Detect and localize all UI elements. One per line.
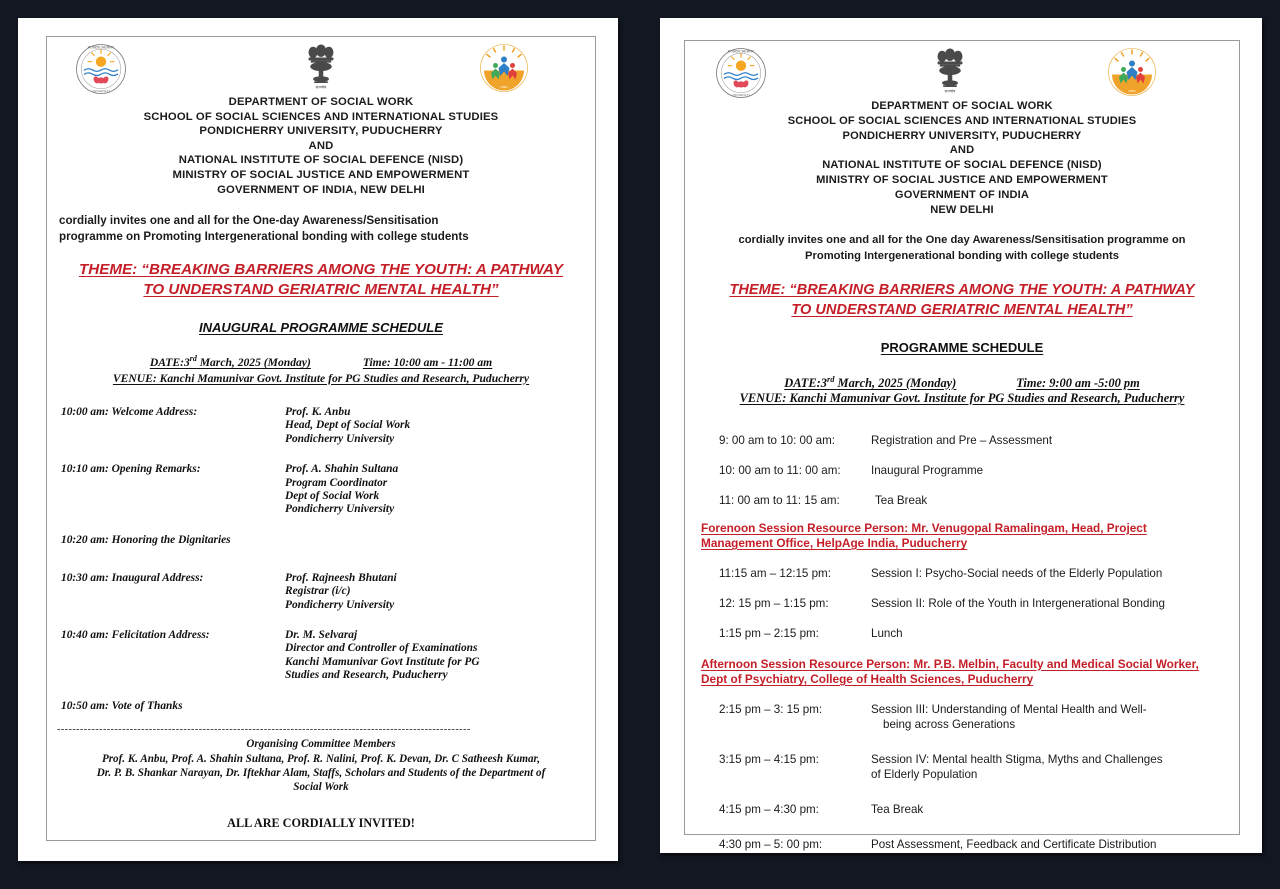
header-line: NEW DELHI <box>930 203 994 216</box>
invitation-text-right <box>685 233 1239 264</box>
page-right-inner-border <box>684 40 1240 851</box>
agenda-time: 10:40 am: Felicitation Address: <box>61 629 210 642</box>
agenda-time: 10:50 am: Vote of Thanks <box>61 699 183 712</box>
programme-desc: Tea Break <box>875 493 928 507</box>
pondicherry-university-logo <box>715 47 767 99</box>
agenda-list-left <box>47 406 595 712</box>
programme-time: 4:15 pm – 4:30 pm: <box>719 802 819 816</box>
programme-row <box>719 566 1223 581</box>
invite-line: Promoting Intergenerational bonding with college students <box>805 249 1119 262</box>
programme-desc: Inaugural Programme <box>871 463 984 477</box>
programme-row <box>719 463 1223 478</box>
svg-text:सत्यमेव: सत्यमेव <box>944 88 956 94</box>
programme-time: 11: 00 am to 11: 15 am: <box>719 493 840 507</box>
header-line: NATIONAL INSTITUTE OF SOCIAL DEFENCE (NISD) <box>178 154 464 167</box>
programme-desc: Session III: Understanding of Mental Health and Well- being across Generations <box>871 702 1147 731</box>
header-line: NATIONAL INSTITUTE OF SOCIAL DEFENCE (NISD) <box>822 159 1102 172</box>
agenda-time: 10:30 am: Inaugural Address: <box>61 571 204 584</box>
programme-desc: Tea Break <box>871 802 924 816</box>
india-national-emblem-logo <box>933 45 967 95</box>
logo-row-left <box>47 37 595 95</box>
date-time-line: DATE:3rd March, 2025 (Monday) Time: 9:00 am -5:00 pm <box>784 373 1140 390</box>
agenda-time: 10:10 am: Opening Remarks: <box>61 463 201 476</box>
programme-row <box>719 626 1223 641</box>
theme-line: TO UNDERSTAND GERIATRIC MENTAL HEALTH” <box>791 302 1133 319</box>
header-line: DEPARTMENT OF SOCIAL WORK <box>871 100 1053 112</box>
theme-line: THEME: “BREAKING BARRIERS AMONG THE YOUTH: A PATHWAY <box>78 261 564 279</box>
schedule-title-right: PROGRAMME SCHEDULE <box>880 340 1044 356</box>
header-line: MINISTRY OF SOCIAL JUSTICE AND EMPOWERMENT <box>816 173 1108 186</box>
programme-desc: Lunch <box>871 626 903 640</box>
agenda-row <box>61 629 589 683</box>
agenda-row <box>61 572 589 612</box>
svg-text:PONDICHERRY: PONDICHERRY <box>87 45 115 50</box>
invite-line: cordially invites one and all for the One-day Awareness/Sensitisation <box>59 214 439 228</box>
agenda-time: 10:20 am: Honoring the Dignitaries <box>61 533 231 546</box>
programme-desc: Session I: Psycho-Social needs of the Elderly Population <box>871 566 1163 580</box>
programme-row <box>719 837 1223 852</box>
organising-committee-block <box>47 737 595 794</box>
header-line: DEPARTMENT OF SOCIAL WORK <box>228 96 414 108</box>
programme-row <box>719 702 1223 732</box>
date-venue-block-left <box>47 351 595 386</box>
programme-row <box>719 433 1223 448</box>
programme-time: 12: 15 pm – 1:15 pm: <box>719 596 829 610</box>
agenda-details: Prof. Rajneesh Bhutani Registrar (i/c) Pondicherry University <box>285 571 397 611</box>
svg-text:सत्यमेव: सत्यमेव <box>315 84 327 90</box>
india-national-emblem-logo <box>304 41 338 91</box>
header-line: AND <box>949 144 975 157</box>
agenda-row <box>61 463 589 517</box>
logo-row-right <box>685 41 1239 99</box>
nisd-logo <box>1107 47 1157 97</box>
afternoon-resource-person: Afternoon Session Resource Person: Mr. P.B. Melbin, Faculty and Medical Social Worker, Dept of Psychiatry, College of Health Sciences, Puducherry <box>701 656 1199 686</box>
page-left-inner-border <box>46 36 596 841</box>
schedule-title-left: INAUGURAL PROGRAMME SCHEDULE <box>199 320 443 336</box>
invite-line: programme on Promoting Intergenerational bonding with college students <box>59 229 469 243</box>
agenda-details: Dr. M. Selvaraj Director and Controller of Examinations Kanchi Mamunivar Govt Institute for PG Studies and Research, Puducherry <box>285 629 480 682</box>
venue-line: VENUE: Kanchi Mamunivar Govt. Institute for PG Studies and Research, Puducherry <box>112 371 530 385</box>
programme-desc: Session II: Role of the Youth in Intergenerational Bonding <box>871 596 1165 610</box>
organisation-header-left <box>47 95 595 197</box>
header-line: MINISTRY OF SOCIAL JUSTICE AND EMPOWERMENT <box>172 168 470 181</box>
header-line: SCHOOL OF SOCIAL SCIENCES AND INTERNATIONAL STUDIES <box>143 110 499 123</box>
programme-time: 10: 00 am to 11: 00 am: <box>719 463 841 477</box>
svg-text:PONDICHERRY: PONDICHERRY <box>727 49 755 54</box>
programme-time: 4:30 pm – 5: 00 pm: <box>719 837 823 851</box>
pondicherry-university-logo <box>75 43 127 95</box>
programme-row <box>719 596 1223 611</box>
header-line: SCHOOL OF SOCIAL SCIENCES AND INTERNATIONAL STUDIES <box>787 114 1137 127</box>
programme-time: 9: 00 am to 10: 00 am: <box>719 433 836 447</box>
theme-heading-right <box>685 280 1239 320</box>
agenda-row <box>61 406 589 446</box>
svg-text:NISD: NISD <box>1128 89 1136 93</box>
date-venue-block-right <box>685 371 1239 406</box>
programme-desc: Post Assessment, Feedback and Certificate Distribution <box>871 837 1157 851</box>
invitation-page-left <box>18 18 618 861</box>
committee-line: Dr. P. B. Shankar Narayan, Dr. Iftekhar Alam, Staffs, Scholars and Students of the Department of <box>96 766 546 779</box>
header-line: PONDICHERRY UNIVERSITY, PUDUCHERRY <box>842 129 1082 142</box>
date-time-line: DATE:3rd March, 2025 (Monday) Time: 10:00 am - 11:00 am <box>149 354 493 370</box>
venue-line: VENUE: Kanchi Mamunivar Govt. Institute for PG Studies and Research, Puducherry <box>739 391 1185 405</box>
header-line: GOVERNMENT OF INDIA <box>894 188 1030 201</box>
svg-text:NISD: NISD <box>500 85 508 89</box>
programme-desc: Session IV: Mental health Stigma, Myths and Challenges of Elderly Population <box>871 752 1163 781</box>
programme-desc: Registration and Pre – Assessment <box>871 433 1053 447</box>
programme-time: 3:15 pm – 4:15 pm: <box>719 752 819 766</box>
theme-heading-left <box>47 260 595 300</box>
invitation-text-left <box>47 213 595 244</box>
programme-time: 2:15 pm – 3: 15 pm: <box>719 702 823 716</box>
closing-invitation-text: ALL ARE CORDIALLY INVITED! <box>227 815 415 830</box>
agenda-time: 10:00 am: Welcome Address: <box>61 406 198 419</box>
header-line: AND <box>308 139 334 152</box>
programme-time: 1:15 pm – 2:15 pm: <box>719 626 819 640</box>
programme-row <box>719 802 1223 817</box>
section-divider: ------------------------------------------------------------------------------------------------------------ <box>57 723 471 735</box>
nisd-logo <box>479 43 529 93</box>
agenda-details: Prof. K. Anbu Head, Dept of Social Work Pondicherry University <box>285 406 411 445</box>
programme-schedule-list <box>685 433 1239 852</box>
invite-line: cordially invites one and all for the One day Awareness/Sensitisation programme on <box>738 234 1186 247</box>
svg-text:UNIVERSITY: UNIVERSITY <box>731 92 751 97</box>
invitation-page-right <box>660 18 1262 853</box>
agenda-row <box>61 700 589 712</box>
theme-line: TO UNDERSTAND GERIATRIC MENTAL HEALTH” <box>143 281 499 299</box>
committee-heading: Organising Committee Members <box>246 737 396 750</box>
header-line: PONDICHERRY UNIVERSITY, PUDUCHERRY <box>199 125 443 138</box>
committee-line: Social Work <box>293 780 349 793</box>
header-line: GOVERNMENT OF INDIA, NEW DELHI <box>217 183 425 196</box>
svg-text:UNIVERSITY: UNIVERSITY <box>91 88 111 93</box>
theme-line: THEME: “BREAKING BARRIERS AMONG THE YOUTH: A PATHWAY <box>729 282 1195 299</box>
agenda-row <box>61 534 589 546</box>
forenoon-resource-person: Forenoon Session Resource Person: Mr. Venugopal Ramalingam, Head, Project Management Office, HelpAge India, Puducherry <box>701 520 1147 550</box>
organisation-header-right <box>685 99 1239 217</box>
committee-line: Prof. K. Anbu, Prof. A. Shahin Sultana, Prof. R. Nalini, Prof. K. Devan, Dr. C Satheesh Kumar, <box>101 752 541 765</box>
programme-time: 11:15 am – 12:15 pm: <box>719 566 831 580</box>
programme-row <box>719 493 1223 508</box>
agenda-details: Prof. A. Shahin Sultana Program Coordinator Dept of Social Work Pondicherry University <box>285 463 399 516</box>
programme-row <box>719 752 1223 782</box>
